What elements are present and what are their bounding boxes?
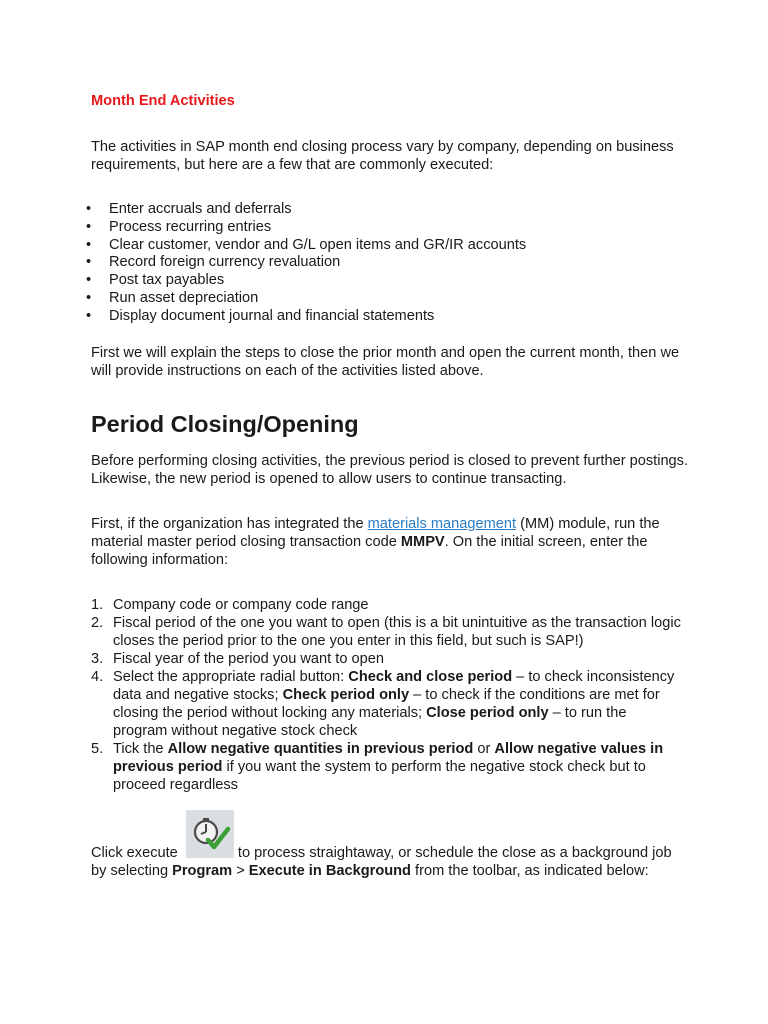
step-text: Tick the xyxy=(113,741,168,757)
step-text: or xyxy=(473,741,495,757)
execute-paragraph xyxy=(91,844,691,880)
mm-paragraph xyxy=(91,515,691,569)
list-item: • Run asset depreciation xyxy=(91,289,526,307)
before-paragraph: Before performing closing activities, the previous period is closed to prevent further postings. Likewise, the new period is opened to allow users to continue transacting. xyxy=(91,453,689,487)
transaction-code: MMPV xyxy=(400,534,445,550)
step-text: – to check if the conditions are met for closing the period without locking any materials; xyxy=(113,687,660,721)
list-item xyxy=(91,668,681,740)
step-text: – to check inconsistency data and negative stocks; xyxy=(113,669,675,703)
step-text: if you want the system to perform the negative stock check but to proceed regardless xyxy=(113,759,646,793)
step-number: 1. xyxy=(91,597,104,613)
option-negative-values: Allow negative values in previous period xyxy=(113,741,664,775)
list-item xyxy=(91,650,681,668)
execute-text-mid: to process straightaway, or schedule the close as a background job by selecting xyxy=(91,845,672,879)
step-number: 5. xyxy=(91,741,104,757)
list-item: • Clear customer, vendor and G/L open items and GR/IR accounts xyxy=(91,236,526,254)
intro-paragraph: The activities in SAP month end closing process vary by company, depending on business requirements, but here are a few that are commonly executed: xyxy=(91,139,674,173)
mm-text-pre: First, if the organization has integrated the xyxy=(91,516,368,532)
list-item: • Process recurring entries xyxy=(91,218,526,236)
list-item xyxy=(91,614,681,650)
menu-program: Program xyxy=(172,863,233,879)
section-title-period-closing: Period Closing/Opening xyxy=(91,411,359,437)
option-check-only: Check period only xyxy=(282,687,410,703)
materials-management-link[interactable]: materials management xyxy=(367,516,517,532)
step-number: 3. xyxy=(91,651,104,667)
execute-clock-check-icon[interactable] xyxy=(186,810,234,858)
list-item xyxy=(91,596,681,614)
list-item: • Record foreign currency revaluation xyxy=(91,253,526,271)
execute-text-pre: Click execute xyxy=(91,845,182,861)
activities-list xyxy=(91,200,526,325)
step-text: Fiscal period of the one you want to open (this is a bit unintuitive as the transaction logic closes the period prior to the one you enter in this field, but such is SAP!) xyxy=(113,615,681,649)
mm-text-mid: (MM) module, run the material master period closing transaction code xyxy=(91,516,660,550)
execute-text-post: from the toolbar, as indicated below: xyxy=(410,863,649,879)
list-item: • Enter accruals and deferrals xyxy=(91,200,526,218)
list-item xyxy=(91,740,681,794)
menu-separator: > xyxy=(232,863,249,879)
option-close-only: Close period only xyxy=(426,705,549,721)
step-text: Fiscal year of the period you want to open xyxy=(113,651,384,667)
option-negative-quantities: Allow negative quantities in previous period xyxy=(167,741,474,757)
step-number: 4. xyxy=(91,669,104,685)
explain-paragraph: First we will explain the steps to close the prior month and open the current month, then we will provide instructions on each of the activities listed above. xyxy=(91,345,680,379)
mm-text-post: . On the initial screen, enter the following information: xyxy=(91,534,648,568)
step-text: – to run the program without negative stock check xyxy=(113,705,627,739)
section-title-month-end: Month End Activities xyxy=(91,93,235,109)
option-check-and-close: Check and close period xyxy=(348,669,513,685)
step-text: Company code or company code range xyxy=(113,597,369,613)
step-text: Select the appropriate radial button: xyxy=(113,669,349,685)
list-item: • Display document journal and financial statements xyxy=(91,307,526,325)
step-number: 2. xyxy=(91,615,104,631)
steps-list xyxy=(91,596,681,794)
menu-execute-in-background: Execute in Background xyxy=(248,863,411,879)
list-item: • Post tax payables xyxy=(91,271,526,289)
execute-clock-check-icon-graphic xyxy=(186,810,234,858)
